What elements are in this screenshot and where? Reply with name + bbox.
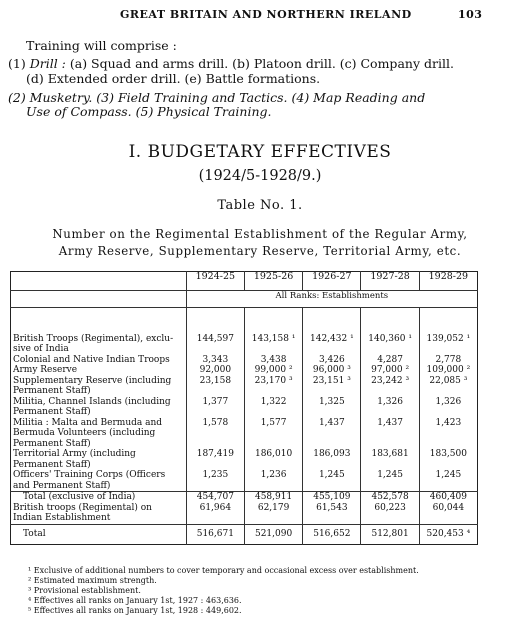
cell: 2,778 [419, 355, 477, 366]
drill-items: (a) Squad and arms drill. (b) Platoon drill. (c) Company drill. [69, 56, 454, 71]
table-row [11, 355, 478, 366]
year-header-row [11, 272, 478, 291]
table-row [11, 449, 478, 470]
cell: 516,671 [186, 524, 244, 544]
drill-line [8, 56, 454, 71]
drill-number: (1) [8, 56, 26, 71]
cell: 1,245 [303, 470, 361, 492]
effectives-table [10, 271, 478, 545]
cell: 452,578 [361, 492, 419, 503]
cell: 3,343 [186, 355, 244, 366]
total-excl-row [11, 492, 478, 503]
total-row [11, 524, 478, 544]
cell: 144,597 [186, 334, 244, 355]
subheader-row [11, 291, 478, 308]
cell: 512,801 [361, 524, 419, 544]
footnote: ² Estimated maximum strength. [28, 576, 157, 585]
footnote: ⁴ Effectives all ranks on January 1st, 1927 : 463,636. [28, 596, 242, 605]
year-header: 1925-26 [244, 272, 302, 291]
cell: 521,090 [244, 524, 302, 544]
cell: 22,085 ³ [419, 376, 477, 397]
cell: 186,010 [244, 449, 302, 470]
row-label: Army Reserve [13, 365, 78, 375]
cell: 92,000 [186, 365, 244, 376]
cell: 61,543 [303, 503, 361, 525]
drill-label: Drill : [29, 56, 66, 71]
cell: 1,245 [361, 470, 419, 492]
cell: 143,158 ¹ [244, 334, 302, 355]
cell: 183,500 [419, 449, 477, 470]
row-label: Supplementary Reserve (including Permanent Staff) [13, 375, 172, 396]
cell: 1,326 [419, 397, 477, 418]
row-label: Militia : Malta and Bermuda and Bermuda Volunteers (including Permanent Staff) [13, 417, 163, 449]
row-label: Officers' Training Corps (Officers and Permanent Staff) [13, 470, 166, 491]
year-header: 1927-28 [361, 272, 419, 291]
cell: 3,438 [244, 355, 302, 366]
table-row [11, 418, 478, 450]
footnote: ⁵ Effectives all ranks on January 1st, 1928 : 449,602. [28, 606, 242, 615]
cell: 109,000 ² [419, 365, 477, 376]
cell: 23,170 ³ [244, 376, 302, 397]
cell: 140,360 ¹ [361, 334, 419, 355]
cell: 23,242 ³ [361, 376, 419, 397]
year-header: 1924-25 [186, 272, 244, 291]
cell: 1,377 [186, 397, 244, 418]
training-line-3: (2) Musketry. (3) Field Training and Tactics. (4) Map Reading and [8, 90, 426, 105]
footnote: ¹ Exclusive of additional numbers to cover temporary and occasional excess over establishment. [28, 566, 419, 575]
training-intro: Training will comprise : [26, 38, 177, 53]
cell: 4,287 [361, 355, 419, 366]
cell: 1,437 [361, 418, 419, 450]
cell: 1,437 [303, 418, 361, 450]
india-row [11, 503, 478, 525]
cell: 1,578 [186, 418, 244, 450]
table-row [11, 397, 478, 418]
cell: 142,432 ¹ [303, 334, 361, 355]
cell: 60,223 [361, 503, 419, 525]
cell: 1,423 [419, 418, 477, 450]
row-label: Militia, Channel Islands (including Permanent Staff) [13, 396, 171, 417]
row-label: Total (exclusive of India) [11, 492, 187, 503]
cell: 516,652 [303, 524, 361, 544]
table-row [11, 365, 478, 376]
year-header: 1928-29 [419, 272, 477, 291]
cell: 187,419 [186, 449, 244, 470]
table-number: Table No. 1. [217, 198, 303, 213]
cell: 1,236 [244, 470, 302, 492]
cell: 97,000 ² [361, 365, 419, 376]
table-row [11, 308, 478, 334]
cell: 139,052 ¹ [419, 334, 477, 355]
section-title: I. BUDGETARY EFFECTIVES [128, 142, 392, 162]
row-label: British Troops (Regimental), exclu-sive of India [13, 333, 174, 354]
subheader: All Ranks: Establishments [186, 291, 477, 308]
table-row [11, 376, 478, 397]
cell: 186,093 [303, 449, 361, 470]
cell: 23,151 ³ [303, 376, 361, 397]
row-label: Total [11, 524, 187, 544]
cell: 62,179 [244, 503, 302, 525]
cell: 23,158 [186, 376, 244, 397]
training-line-4: Use of Compass. (5) Physical Training. [26, 104, 272, 119]
cell: 1,235 [186, 470, 244, 492]
cell: 454,707 [186, 492, 244, 503]
table-row [11, 334, 478, 355]
cell: 3,426 [303, 355, 361, 366]
caption-line-2: Army Reserve, Supplementary Reserve, Territorial Army, etc. [58, 244, 462, 258]
cell: 183,681 [361, 449, 419, 470]
cell: 61,964 [186, 503, 244, 525]
cell: 458,911 [244, 492, 302, 503]
row-label: Territorial Army (including Permanent Staff) [13, 449, 136, 470]
page-number: 103 [458, 8, 483, 21]
cell: 520,453 ⁴ [419, 524, 477, 544]
year-header: 1926-27 [303, 272, 361, 291]
caption-line-1: Number on the Regimental Establishment of the Regular Army, [52, 227, 468, 241]
cell: 1,322 [244, 397, 302, 418]
drill-items-cont: (d) Extended order drill. (e) Battle formations. [26, 71, 321, 86]
footnote: ³ Provisional establishment. [28, 586, 141, 595]
cell: 60,044 [419, 503, 477, 525]
table-row [11, 470, 478, 492]
row-label: British troops (Regimental) on Indian Establishment [13, 502, 152, 523]
section-years: (1924/5-1928/9.) [198, 168, 322, 184]
cell: 1,326 [361, 397, 419, 418]
cell: 460,409 [419, 492, 477, 503]
row-label: Colonial and Native Indian Troops [13, 354, 170, 365]
cell: 1,245 [419, 470, 477, 492]
cell: 96,000 ³ [303, 365, 361, 376]
cell: 455,109 [303, 492, 361, 503]
cell: 1,325 [303, 397, 361, 418]
cell: 99,000 ² [244, 365, 302, 376]
cell: 1,577 [244, 418, 302, 450]
running-title: GREAT BRITAIN AND NORTHERN IRELAND [120, 8, 412, 21]
